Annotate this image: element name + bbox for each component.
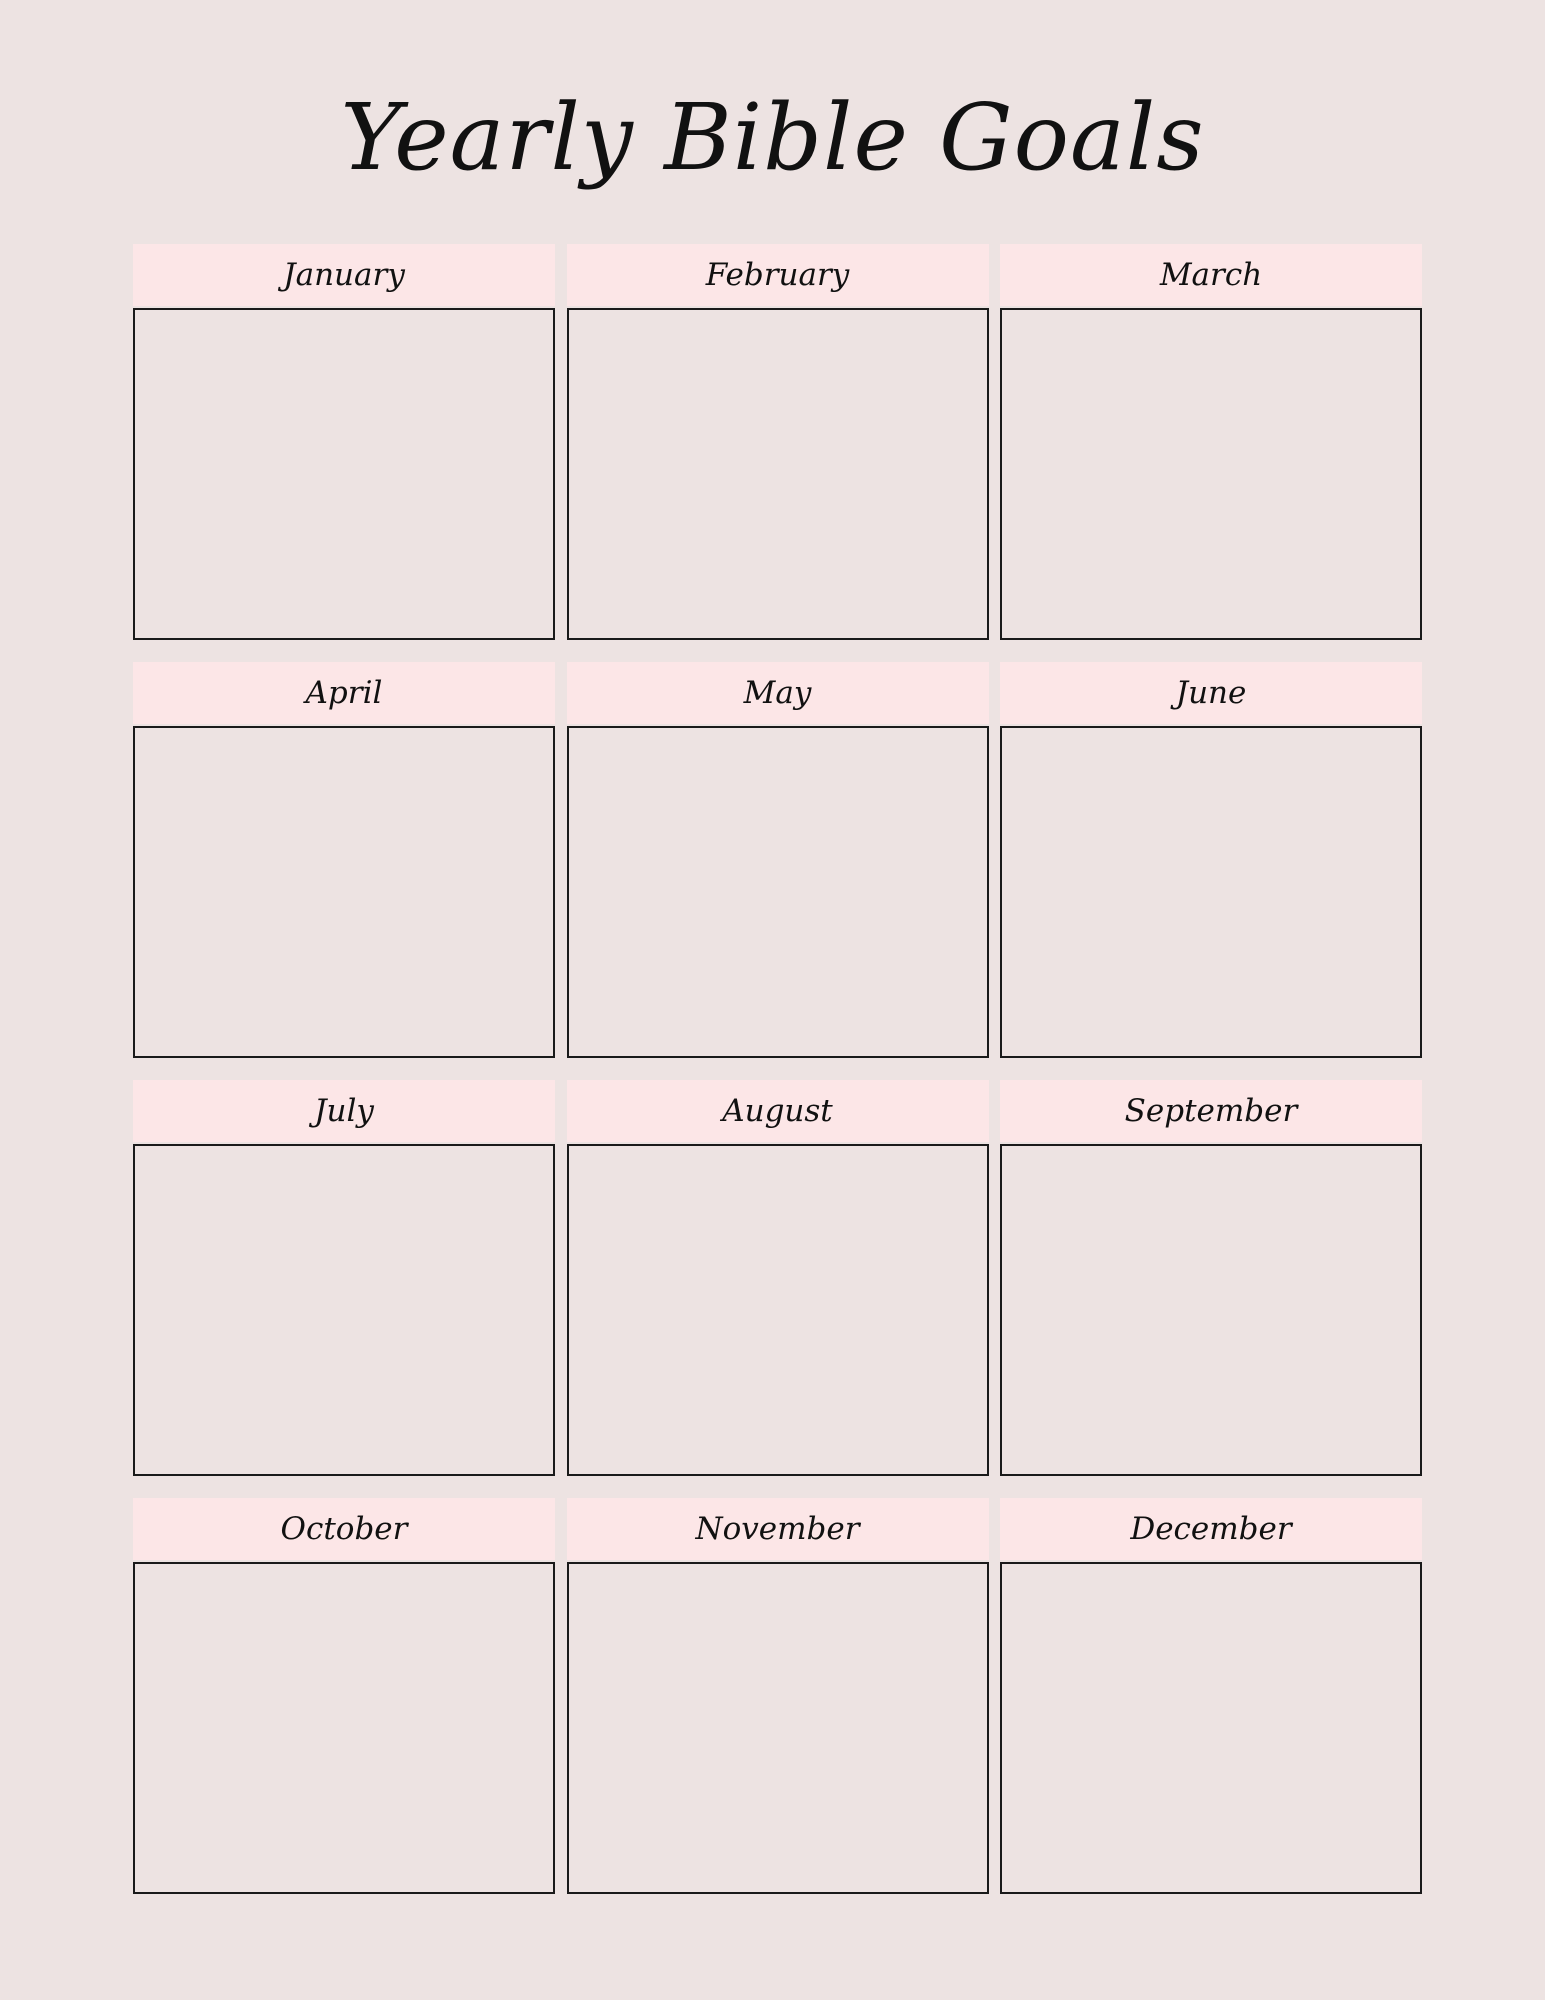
month-header: January bbox=[133, 244, 555, 306]
months-grid bbox=[133, 244, 1422, 1898]
month-header: April bbox=[133, 662, 555, 724]
month-card-november bbox=[567, 1498, 989, 1898]
month-header: May bbox=[567, 662, 989, 724]
month-header: August bbox=[567, 1080, 989, 1142]
month-header: November bbox=[567, 1498, 989, 1560]
month-header: February bbox=[567, 244, 989, 306]
month-card-july bbox=[133, 1080, 555, 1480]
month-card-april bbox=[133, 662, 555, 1062]
goal-box-may[interactable] bbox=[567, 726, 989, 1058]
goal-box-february[interactable] bbox=[567, 308, 989, 640]
goal-box-july[interactable] bbox=[133, 1144, 555, 1476]
month-card-june bbox=[1000, 662, 1422, 1062]
month-header: July bbox=[133, 1080, 555, 1142]
month-card-august bbox=[567, 1080, 989, 1480]
goal-box-november[interactable] bbox=[567, 1562, 989, 1894]
goal-box-january[interactable] bbox=[133, 308, 555, 640]
month-header: March bbox=[1000, 244, 1422, 306]
goal-box-april[interactable] bbox=[133, 726, 555, 1058]
month-card-february bbox=[567, 244, 989, 644]
month-card-september bbox=[1000, 1080, 1422, 1480]
month-header: September bbox=[1000, 1080, 1422, 1142]
month-card-march bbox=[1000, 244, 1422, 644]
goal-box-september[interactable] bbox=[1000, 1144, 1422, 1476]
month-card-january bbox=[133, 244, 555, 644]
goal-box-june[interactable] bbox=[1000, 726, 1422, 1058]
month-header: October bbox=[133, 1498, 555, 1560]
month-card-may bbox=[567, 662, 989, 1062]
goal-box-december[interactable] bbox=[1000, 1562, 1422, 1894]
goal-box-october[interactable] bbox=[133, 1562, 555, 1894]
month-header: December bbox=[1000, 1498, 1422, 1560]
month-card-december bbox=[1000, 1498, 1422, 1898]
page-title: Yearly Bible Goals bbox=[340, 84, 1205, 191]
goal-box-march[interactable] bbox=[1000, 308, 1422, 640]
goal-box-august[interactable] bbox=[567, 1144, 989, 1476]
month-header: June bbox=[1000, 662, 1422, 724]
month-card-october bbox=[133, 1498, 555, 1898]
